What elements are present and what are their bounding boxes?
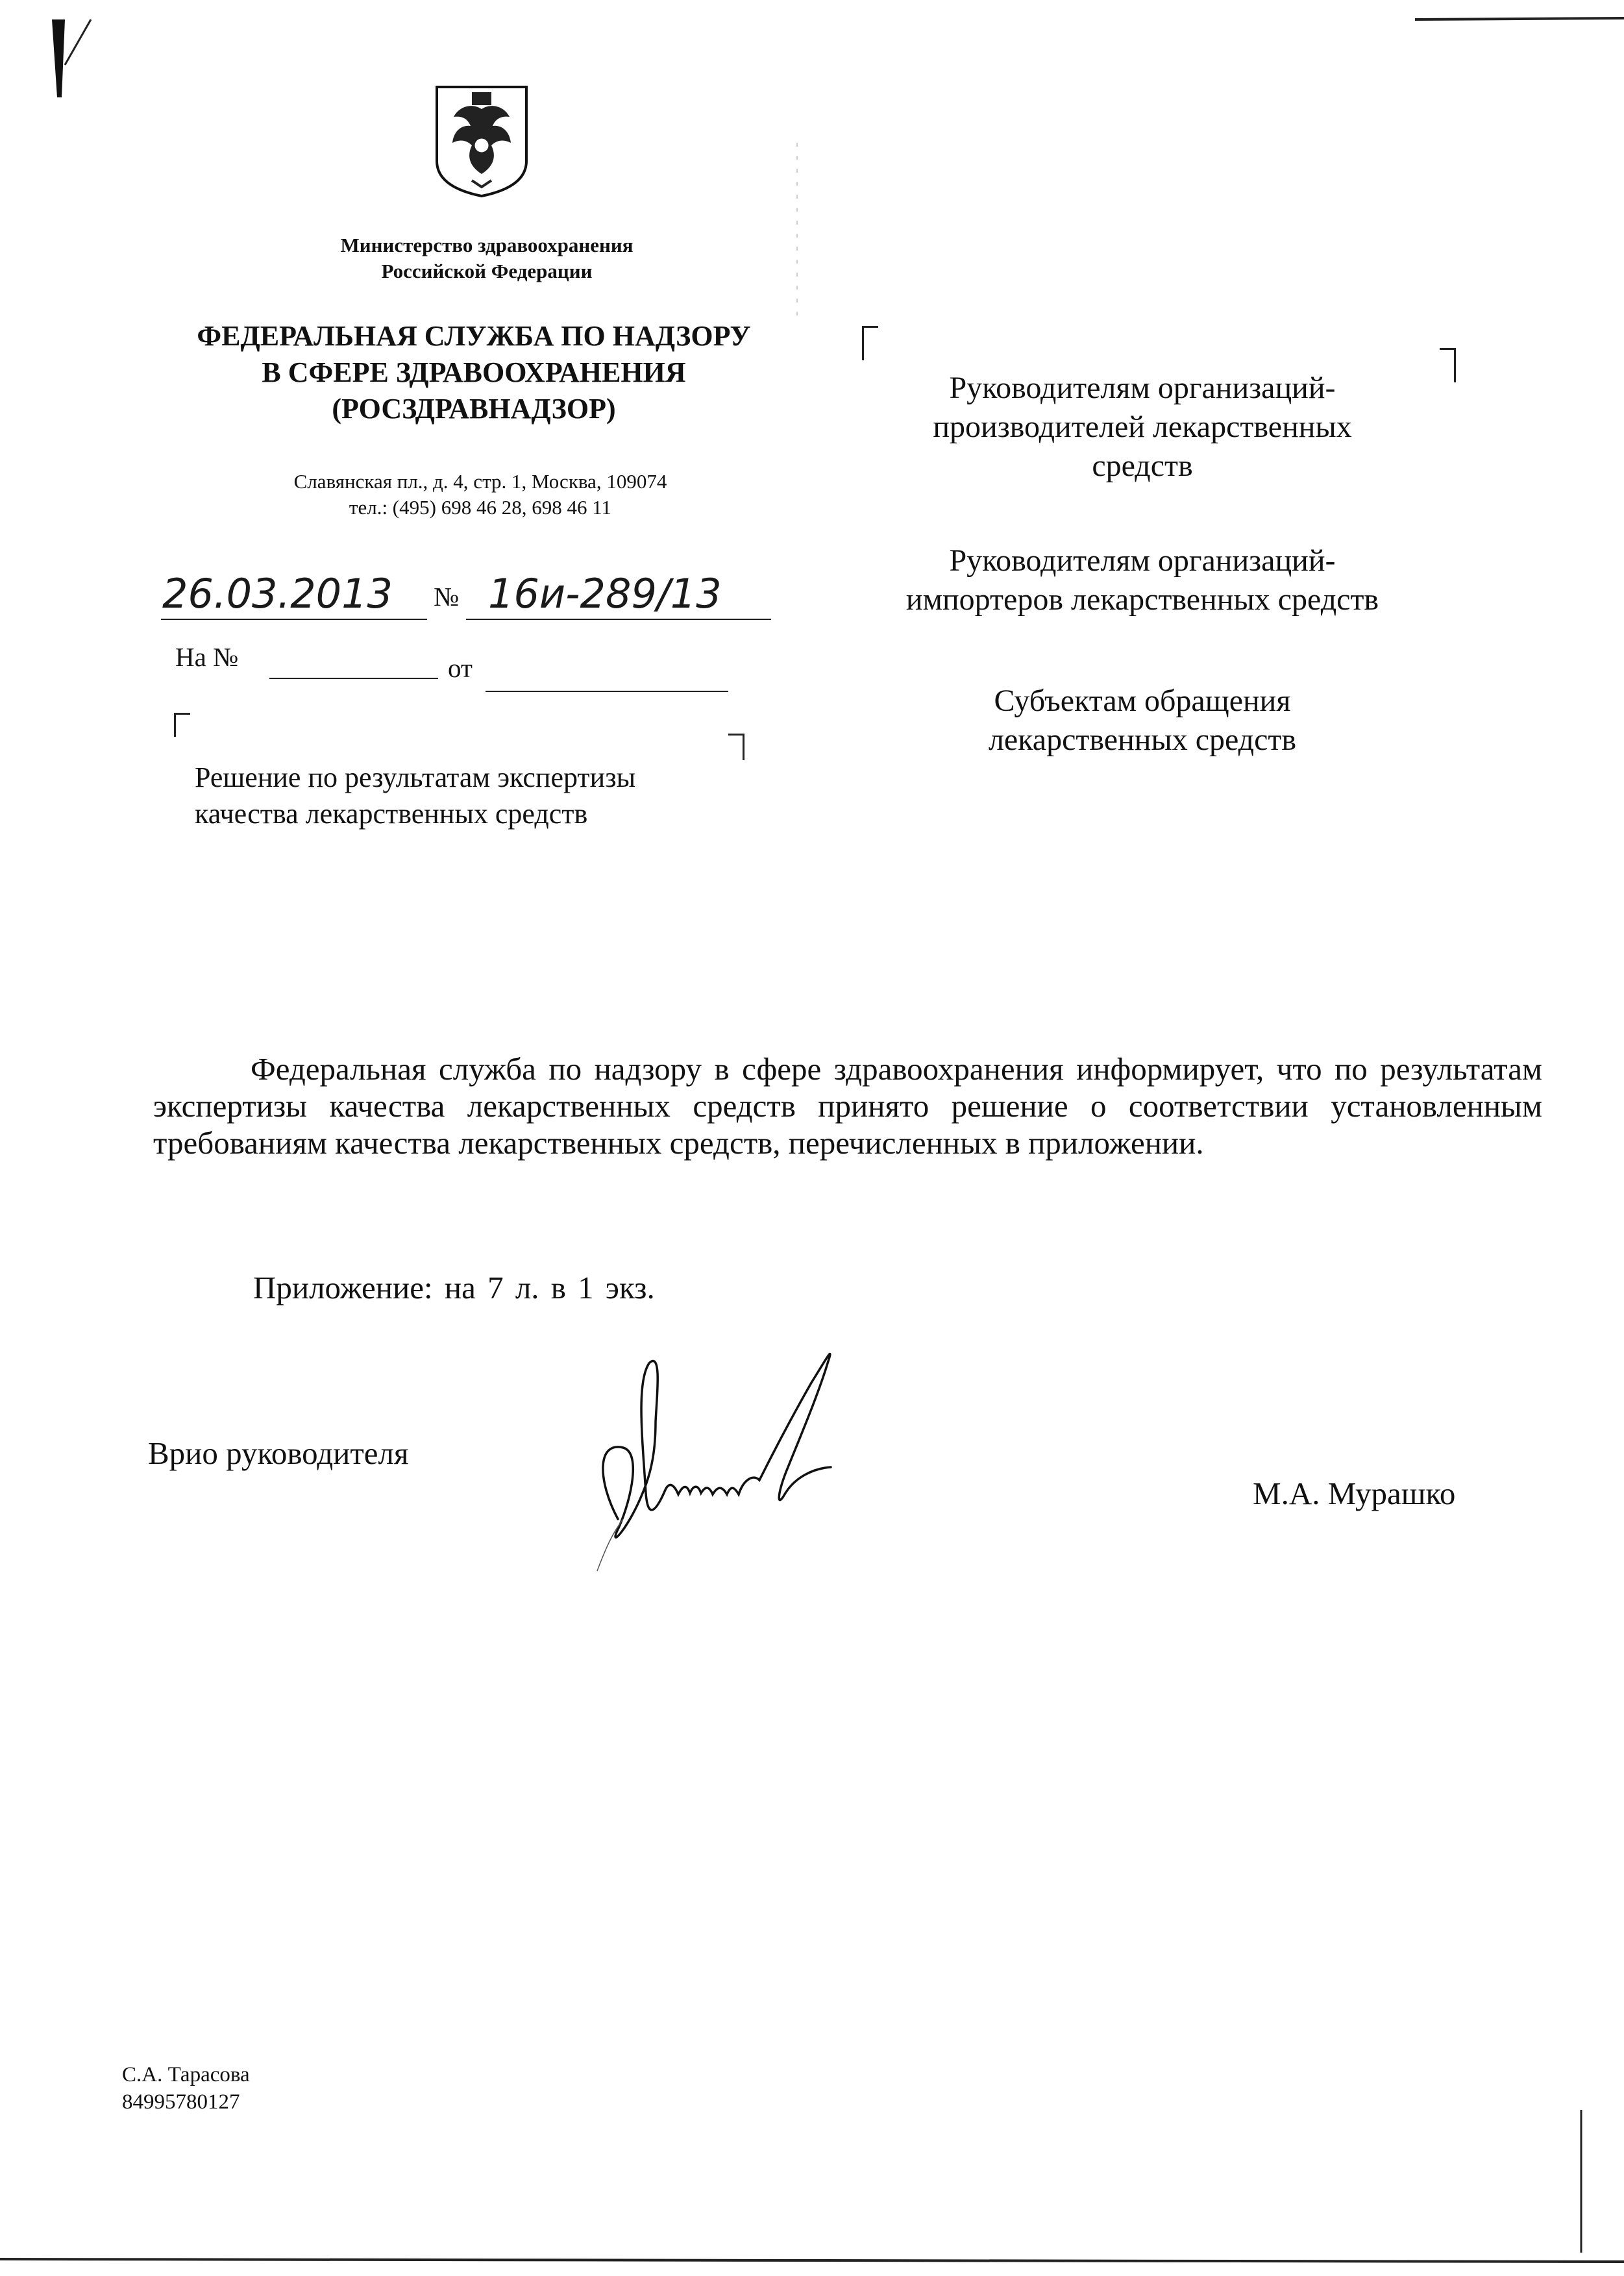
reply-from-line	[486, 691, 728, 692]
registration-date: 26.03.2013	[162, 570, 393, 617]
reply-number-label: На №	[175, 642, 239, 672]
recipients-bracket-right	[1440, 348, 1456, 382]
date-underline	[161, 619, 427, 620]
ministry-header	[253, 232, 720, 284]
recipient-block-subjects	[844, 682, 1441, 760]
registration-number: 16и-289/13	[488, 570, 722, 617]
agency-header	[149, 318, 798, 427]
agency-line1: ФЕДЕРАЛЬНАЯ СЛУЖБА ПО НАДЗОРУ	[197, 320, 751, 352]
recipient-line: лекарственных средств	[988, 723, 1297, 757]
attachment-line: Приложение: на 7 л. в 1 экз.	[253, 1270, 655, 1305]
body-paragraph: Федеральная служба по надзору в сфере здравоохранения информирует, что по результатам экспертизы качества лекарственных средств принято решение о соответствии установленным требованиям качества лекарственных средств, перечисленных в приложении.	[153, 1051, 1542, 1161]
subject-line2: качества лекарственных средств	[195, 798, 588, 830]
executor-phone: 84995780127	[122, 2090, 240, 2114]
address-line2: тел.: (495) 698 46 28, 698 46 11	[349, 496, 612, 519]
coat-of-arms-emblem	[433, 83, 530, 200]
recipient-block-importers	[844, 541, 1441, 619]
subject-block	[195, 760, 635, 832]
recipient-line: производителей лекарственных	[933, 410, 1352, 444]
subject-line1: Решение по результатам экспертизы	[195, 761, 636, 793]
executor-block	[122, 2061, 250, 2116]
recipient-block-manufacturers	[844, 369, 1441, 486]
bottom-edge-line	[0, 2259, 1624, 2262]
recipient-line: Руководителям организаций-	[949, 371, 1336, 405]
recipient-line: импортеров лекарственных средств	[905, 582, 1379, 617]
agency-line3: (РОСЗДРАВНАДЗОР)	[332, 393, 616, 425]
handwritten-signature	[571, 1324, 935, 1597]
agency-line2: В СФЕРЕ ЗДРАВООХРАНЕНИЯ	[262, 356, 686, 388]
number-label: №	[434, 582, 460, 612]
recipients-bracket-left	[862, 326, 878, 360]
reply-from-label: от	[448, 653, 473, 683]
top-edge-line	[1415, 18, 1624, 19]
corner-scan-mark	[52, 19, 65, 97]
signatory-position: Врио руководителя	[148, 1435, 409, 1471]
recipient-line: Руководителям организаций-	[949, 543, 1336, 578]
subject-bracket-left	[174, 713, 190, 737]
recipient-line: Субъектам обращения	[994, 684, 1291, 718]
executor-name: С.А. Тарасова	[122, 2063, 250, 2086]
ministry-line1: Министерство здравоохранения	[340, 234, 634, 256]
address-line1: Славянская пл., д. 4, стр. 1, Москва, 109074	[293, 470, 667, 493]
reply-number-line	[269, 678, 438, 679]
recipient-line: средств	[1092, 449, 1193, 483]
agency-address	[201, 469, 759, 521]
signatory-name: М.А. Мурашко	[1253, 1476, 1456, 1511]
subject-bracket-right	[728, 734, 744, 760]
corner-scan-line	[65, 19, 91, 65]
number-underline	[466, 619, 771, 620]
ministry-line2: Российской Федерации	[381, 260, 593, 282]
